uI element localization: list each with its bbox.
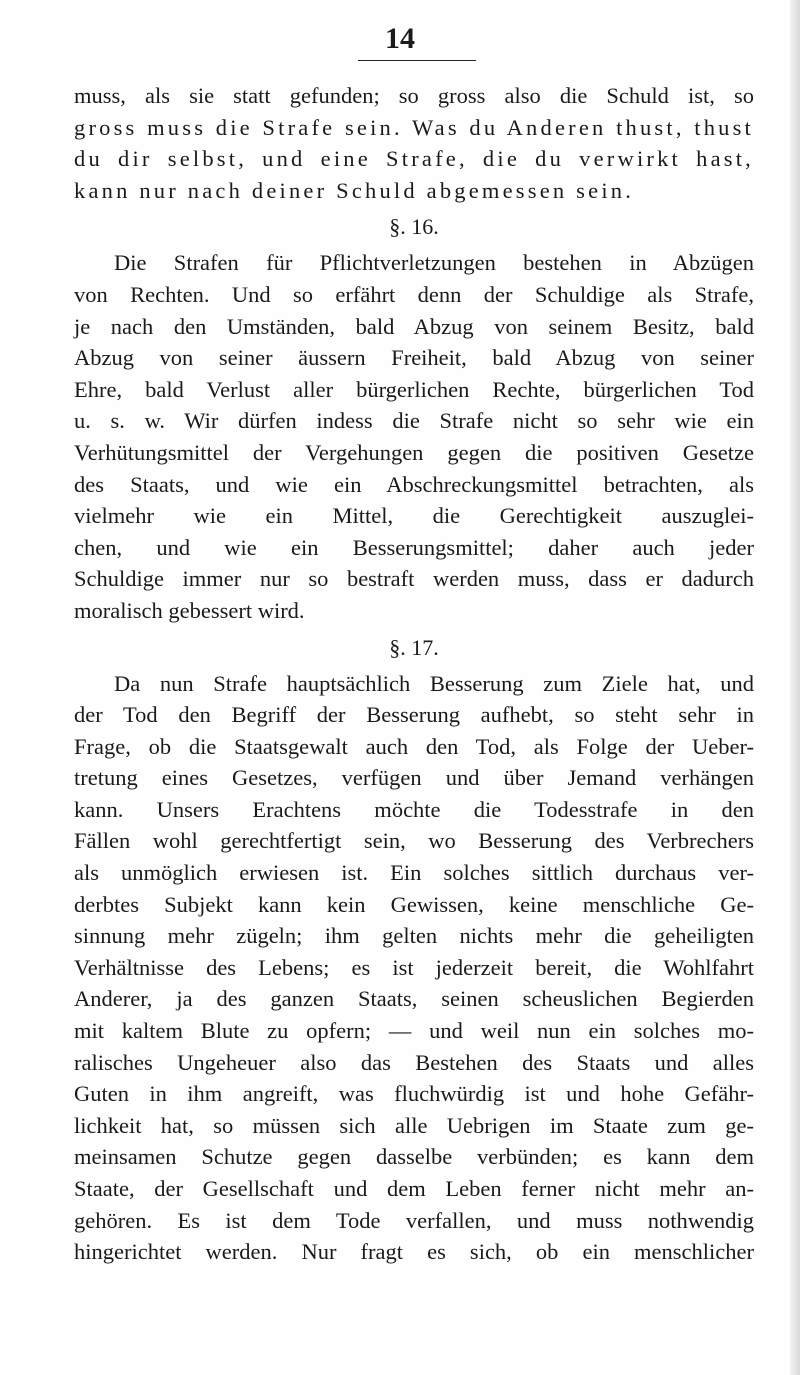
- section-heading-16: §. 16.: [389, 214, 439, 240]
- text-line: lichkeit hat, so müssen sich alle Uebrigen im Staate zum ge-: [74, 1112, 754, 1138]
- text-line: derbtes Subjekt kann kein Gewissen, keine menschliche Ge-: [74, 891, 754, 917]
- text-line: Anderer, ja des ganzen Staats, seinen scheuslichen Begierden: [74, 986, 754, 1012]
- text-line: Schuldige immer nur so bestraft werden muss, dass er dadurch: [74, 566, 754, 592]
- section-17-paragraph: [74, 668, 754, 1268]
- text-line: gross muss die Strafe sein. Was du Anderen thust, thust: [74, 114, 754, 140]
- text-line: je nach den Umständen, bald Abzug von seinem Besitz, bald: [74, 313, 754, 339]
- page-body: [74, 80, 754, 1268]
- text-line: hingerichtet werden. Nur fragt es sich, ob ein menschlicher: [74, 1239, 754, 1265]
- text-line: mit kaltem Blute zu opfern; — und weil nun ein solches mo-: [74, 1018, 754, 1044]
- text-line: kann. Unsers Erachtens möchte die Todesstrafe in den: [74, 796, 754, 822]
- page-number-rule: [358, 60, 476, 61]
- text-line: Frage, ob die Staatsgewalt auch den Tod, als Folge der Ueber-: [74, 733, 754, 759]
- text-line: Die Strafen für Pflichtverletzungen bestehen in Abzügen: [114, 250, 754, 276]
- page-edge-shadow: [790, 0, 800, 1375]
- section-16-paragraph: [74, 247, 754, 626]
- text-line: Staate, der Gesellschaft und dem Leben ferner nicht mehr an-: [74, 1176, 754, 1201]
- text-line: sinnung mehr zügeln; ihm gelten nichts mehr die geheiligten: [74, 923, 754, 949]
- paragraph-continuation: [74, 80, 754, 206]
- text-line: Ehre, bald Verlust aller bürgerlichen Rechte, bürgerlichen Tod: [74, 376, 754, 402]
- text-line: des Staats, und wie ein Abschreckungsmittel betrachten, als: [74, 471, 754, 497]
- text-line: kann nur nach deiner Schuld abgemessen sein.: [74, 177, 635, 203]
- text-line: Verhältnisse des Lebens; es ist jederzeit bereit, die Wohlfahrt: [74, 954, 754, 980]
- text-line: meinsamen Schutze gegen dasselbe verbünden; es kann dem: [74, 1144, 754, 1170]
- text-line: von Rechten. Und so erfährt denn der Schuldige als Strafe,: [74, 281, 754, 307]
- section-heading-17: §. 17.: [389, 634, 439, 660]
- page-number: 14: [385, 22, 415, 55]
- text-line: u. s. w. Wir dürfen indess die Strafe nicht so sehr wie ein: [74, 408, 754, 434]
- text-line: moralisch gebessert wird.: [74, 597, 305, 623]
- text-line: du dir selbst, und eine Strafe, die du verwirkt hast,: [74, 146, 754, 172]
- text-line: als unmöglich erwiesen ist. Ein solches sittlich durchaus ver-: [74, 860, 754, 886]
- text-line: Verhütungsmittel der Vergehungen gegen die positiven Gesetze: [74, 439, 754, 465]
- text-line: der Tod den Begriff der Besserung aufhebt, so steht sehr in: [74, 702, 754, 728]
- text-line: vielmehr wie ein Mittel, die Gerechtigkeit auszuglei-: [74, 503, 754, 529]
- text-line: Guten in ihm angreift, was fluchwürdig ist und hohe Gefähr-: [74, 1081, 754, 1107]
- text-line: Abzug von seiner äussern Freiheit, bald Abzug von seiner: [74, 345, 754, 371]
- text-line: ralisches Ungeheuer also das Bestehen des Staats und alles: [74, 1049, 754, 1075]
- text-line: Da nun Strafe hauptsächlich Besserung zum Ziele hat, und: [114, 670, 754, 696]
- text-line: tretung eines Gesetzes, verfügen und über Jemand verhängen: [74, 765, 754, 791]
- text-line: Fällen wohl gerechtfertigt sein, wo Besserung des Verbrechers: [74, 828, 754, 854]
- text-line: gehören. Es ist dem Tode verfallen, und muss nothwendig: [74, 1207, 754, 1233]
- text-line: muss, als sie statt gefunden; so gross also die Schuld ist, so: [74, 83, 754, 108]
- text-line: chen, und wie ein Besserungsmittel; daher auch jeder: [74, 534, 754, 560]
